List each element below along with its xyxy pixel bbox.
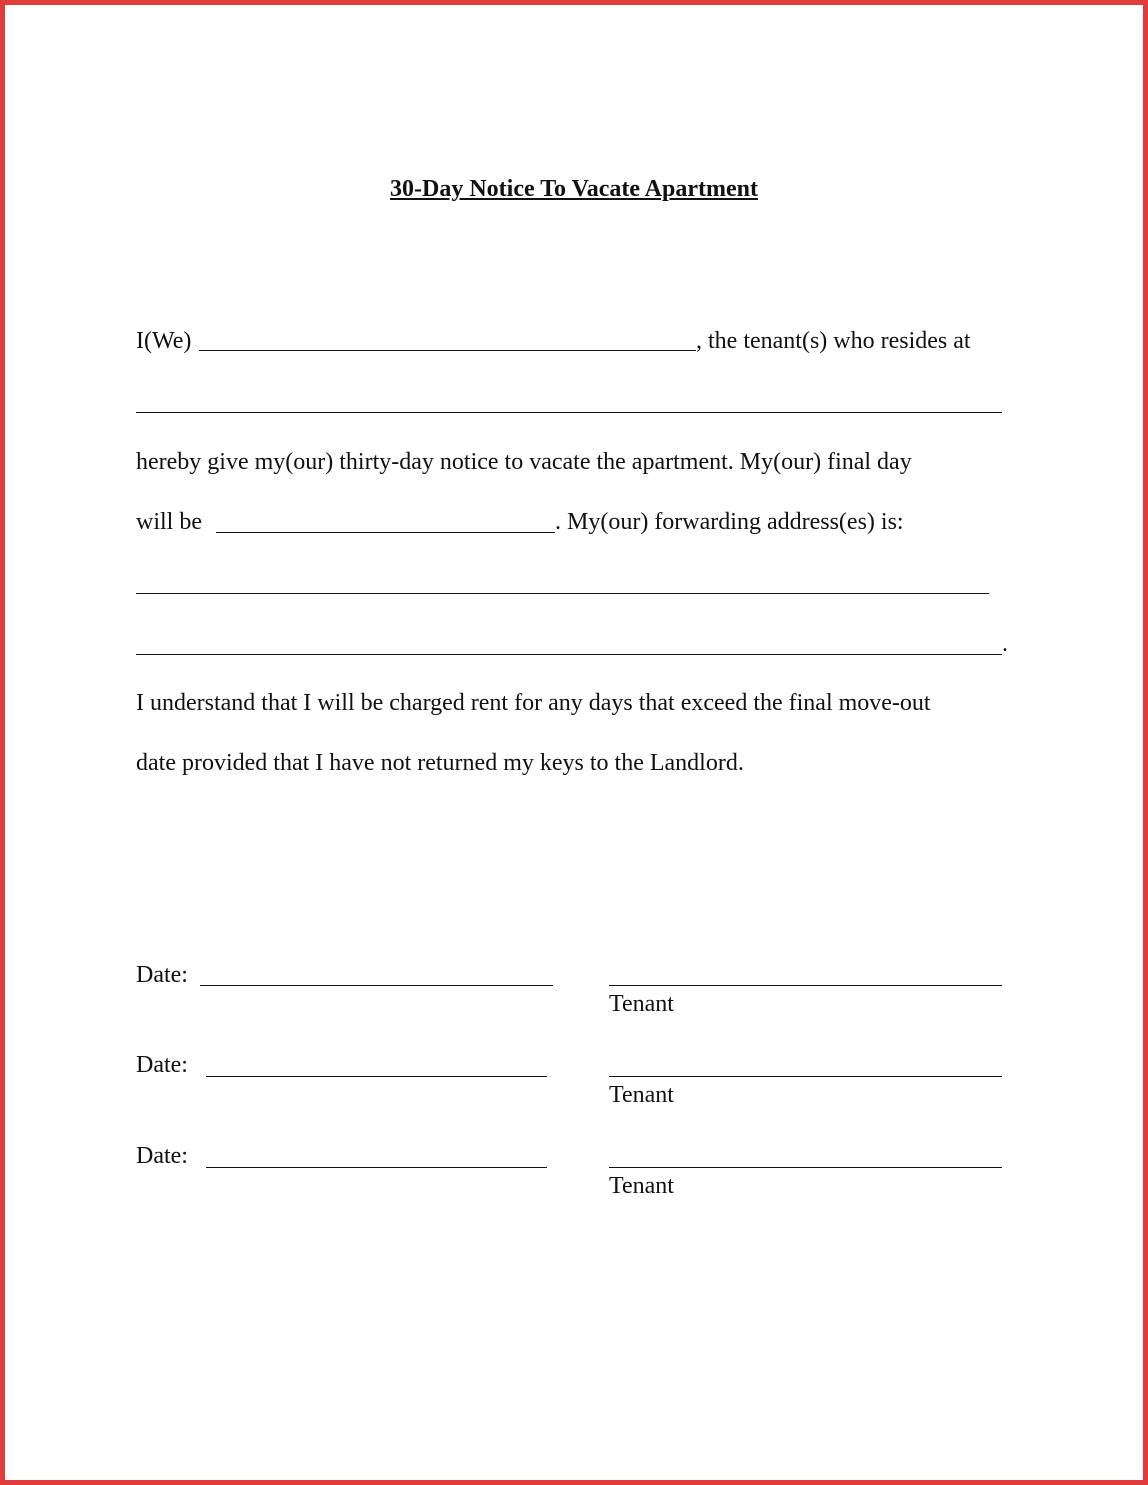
date-label-2: Date: bbox=[136, 1052, 188, 1078]
forwarding-address-blank-1[interactable] bbox=[136, 593, 989, 594]
tenant-signature-blank-2[interactable] bbox=[609, 1076, 1002, 1077]
date-blank-1[interactable] bbox=[200, 985, 553, 986]
line1-prefix: I(We) bbox=[136, 328, 192, 354]
current-address-blank[interactable] bbox=[136, 412, 1002, 413]
line6-period: . bbox=[1002, 631, 1008, 657]
line4-prefix: will be bbox=[136, 509, 202, 535]
rent-clause-line2: date provided that I have not returned my keys to the Landlord. bbox=[136, 750, 744, 776]
notice-statement: hereby give my(our) thirty-day notice to vacate the apartment. My(our) final day bbox=[136, 449, 912, 475]
date-blank-2[interactable] bbox=[206, 1076, 547, 1077]
tenant-label-3: Tenant bbox=[609, 1173, 674, 1199]
document-title: 30-Day Notice To Vacate Apartment bbox=[390, 176, 758, 202]
tenant-signature-blank-1[interactable] bbox=[609, 985, 1002, 986]
forwarding-address-blank-2[interactable] bbox=[136, 654, 1002, 655]
tenant-label-2: Tenant bbox=[609, 1082, 674, 1108]
date-label-1: Date: bbox=[136, 962, 188, 988]
final-day-blank[interactable] bbox=[216, 532, 555, 533]
date-blank-3[interactable] bbox=[206, 1167, 547, 1168]
tenant-name-blank[interactable] bbox=[199, 350, 696, 351]
line4-suffix: . My(our) forwarding address(es) is: bbox=[555, 509, 904, 535]
rent-clause-line1: I understand that I will be charged rent for any days that exceed the final move-out bbox=[136, 690, 931, 716]
tenant-label-1: Tenant bbox=[609, 991, 674, 1017]
line1-suffix: , the tenant(s) who resides at bbox=[696, 328, 971, 354]
tenant-signature-blank-3[interactable] bbox=[609, 1167, 1002, 1168]
date-label-3: Date: bbox=[136, 1143, 188, 1169]
